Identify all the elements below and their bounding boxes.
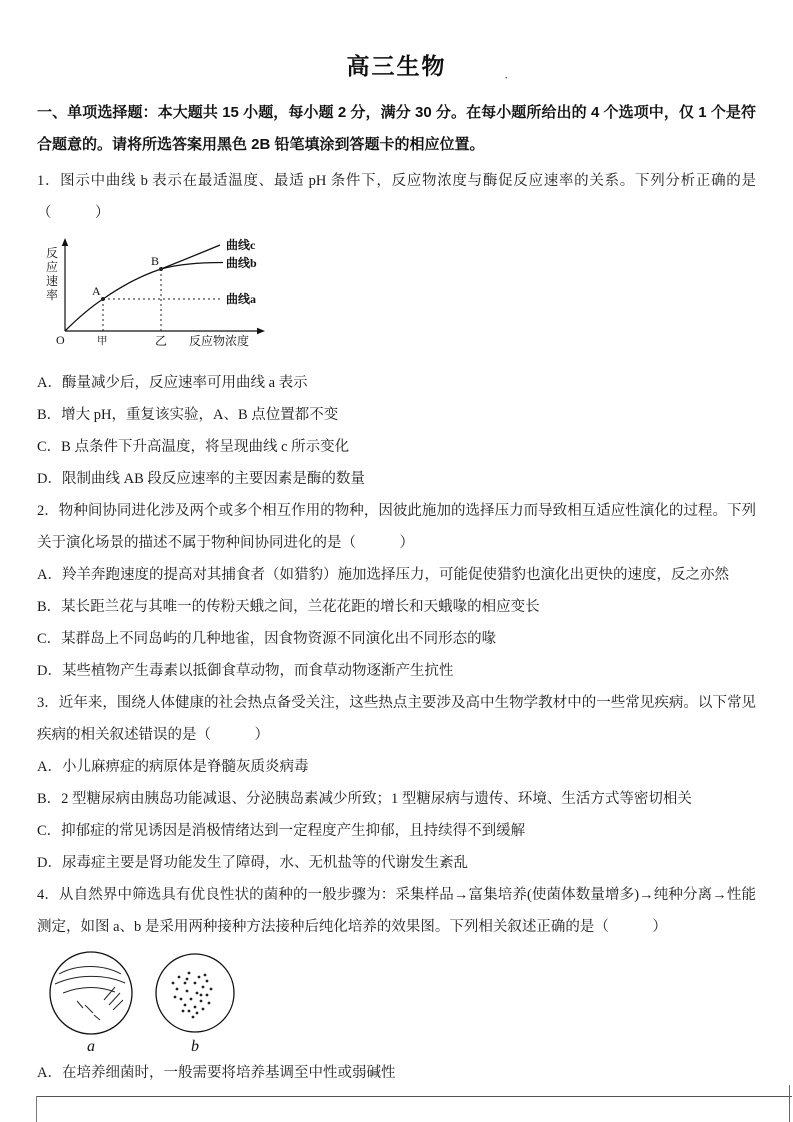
y-axis-label	[46, 246, 58, 302]
petri-dish-figure	[39, 947, 756, 1057]
petri-dish-svg	[39, 947, 289, 1057]
question-2-option-c: C．某群岛上不同岛屿的几种地雀，因食物资源不同演化出不同形态的喙	[37, 631, 497, 647]
page-bottom-rule	[36, 1096, 792, 1097]
y-label-char-4: 率	[46, 288, 59, 302]
question-3-option-c: C．抑郁症的常见诱因是消极情绪达到一定程度产生抑郁，且持续得不到缓解	[37, 823, 526, 839]
curve-c	[161, 245, 220, 269]
question-2-option-d: D．某些植物产生毒素以抵御食草动物，而食草动物逐渐产生抗性	[37, 663, 454, 679]
y-label-char-1: 反	[46, 246, 59, 260]
question-1	[37, 165, 756, 495]
curve-b	[65, 263, 223, 332]
question-3-option-a: A．小儿麻痹症的病原体是脊髓灰质炎病毒	[37, 759, 309, 775]
y-label-char-2: 应	[46, 260, 59, 274]
page-left-edge	[36, 1096, 37, 1122]
question-1-stem: 1．图示中曲线 b 表示在最适温度、最适 pH 条件下，反应物浓度与酶促反应速率的关系。下列分析正确的是（ ）	[37, 173, 756, 221]
origin-label: O	[56, 333, 65, 347]
enzyme-rate-chart	[39, 235, 756, 355]
axis-tick-labels	[56, 333, 249, 348]
section-heading: 一、单项选择题：本大题共 15 小题，每小题 2 分，满分 30 分。在每小题所给出的 4 个选项中，仅 1 个是符合题意的。请将所选答案用黑色 2B 铅笔填涂到答题卡的相应位置。	[37, 104, 756, 153]
curve-a-label: 曲线a	[226, 292, 257, 306]
question-3-option-d: D．尿毒症主要是肾功能发生了障碍，水、无机盐等的代谢发生紊乱	[37, 855, 468, 871]
question-2-option-a: A．羚羊奔跑速度的提高对其捕食者（如猎豹）施加选择压力，可能促使猎豹也演化出更快的速度，反之亦然	[37, 567, 729, 583]
page-right-edge	[789, 1085, 790, 1122]
question-2	[37, 495, 756, 687]
question-1-option-a: A．酶量减少后，反应速率可用曲线 a 表示	[37, 375, 308, 391]
question-1-option-c: C．B 点条件下升高温度，将呈现曲线 c 所示变化	[37, 439, 350, 455]
question-1-option-b: B．增大 pH，重复该实验，A、B 点位置都不变	[37, 407, 339, 423]
question-4	[37, 879, 756, 1089]
question-3	[37, 687, 756, 879]
title-row	[37, 48, 756, 85]
question-3-option-b: B．2 型糖尿病由胰岛功能减退、分泌胰岛素减少所致；1 型糖尿病与遗传、环境、生活方式等密切相关	[37, 791, 692, 807]
question-1-option-d: D．限制曲线 AB 段反应速率的主要因素是酶的数量	[37, 471, 365, 487]
y-label-char-3: 速	[46, 274, 59, 288]
x-axis-label: 反应物浓度	[189, 334, 250, 348]
chart-guides	[103, 269, 161, 331]
enzyme-rate-chart-svg	[39, 235, 284, 355]
dish-a-label: a	[87, 1038, 95, 1055]
question-4-stem: 4．从自然界中筛选具有优良性状的菌种的一般步骤为：采集样品→富集培养(使菌体数量增多)→纯种分离→性能测定，如图 a、b 是采用两种接种方法接种后纯化培养的效果图。下列相关叙述正确的是（ ）	[37, 887, 756, 935]
tick-jia: 甲	[97, 336, 108, 347]
question-2-option-b: B．某长距兰花与其唯一的传粉天蛾之间，兰花花距的增长和天蛾喙的相应变长	[37, 599, 540, 615]
petri-dish-b	[156, 954, 234, 1032]
dish-b-label: b	[191, 1038, 199, 1055]
question-2-stem: 2．物种间协同进化涉及两个或多个相互作用的物种，因彼此施加的选择压力而导致相互适应性演化的过程。下列关于演化场景的描述不属于物种间协同进化的是（ ）	[37, 503, 756, 551]
point-a-label: A	[92, 284, 101, 298]
question-3-stem: 3．近年来，围绕人体健康的社会热点备受关注，这些热点主要涉及高中生物学教材中的一些常见疾病。以下常见疾病的相关叙述错误的是（ ）	[37, 695, 756, 743]
point-b-label: B	[151, 254, 160, 268]
curve-b-label: 曲线b	[226, 256, 257, 270]
stray-mark: ·	[504, 70, 509, 85]
curve-c-label: 曲线c	[226, 238, 256, 252]
question-4-option-a: A．在培养细菌时，一般需要将培养基调至中性或弱碱性	[37, 1065, 396, 1081]
colony-dots	[172, 972, 213, 1019]
chart-points	[92, 254, 163, 301]
petri-dish-a	[50, 952, 132, 1034]
chart-curves	[65, 245, 223, 331]
curve-labels	[226, 237, 257, 306]
tick-yi: 乙	[155, 334, 168, 348]
page-title: 高三生物	[346, 53, 447, 79]
